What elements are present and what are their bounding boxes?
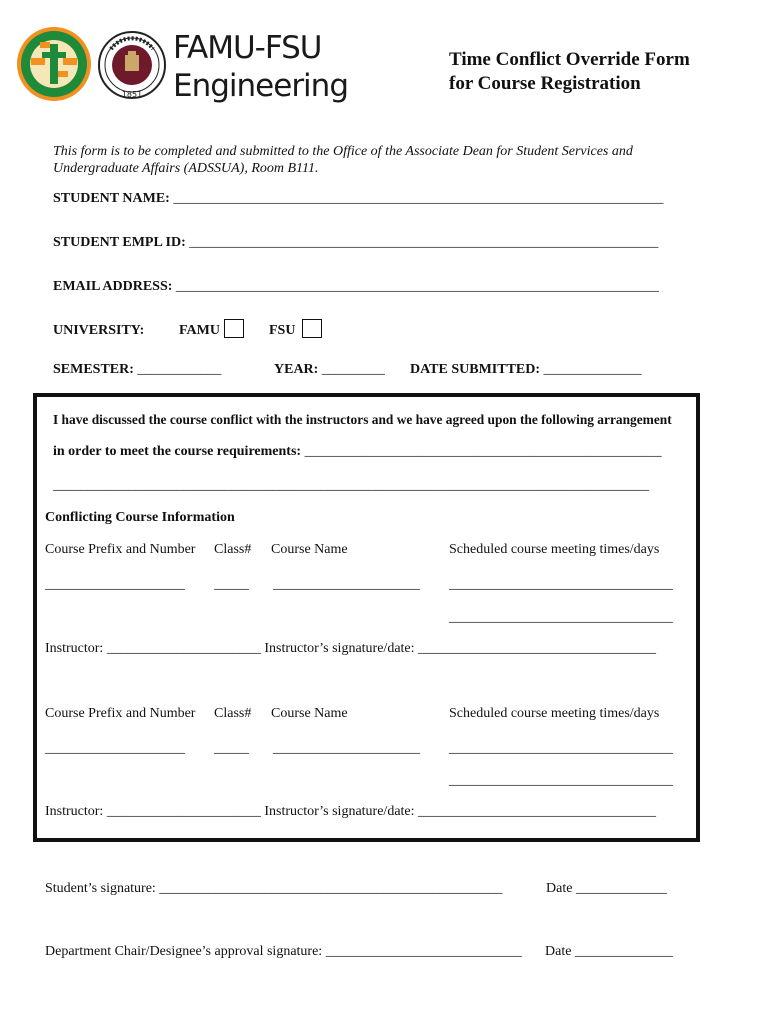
chair-signature-label: Department Chair/Designee’s approval signature: [45, 944, 323, 959]
fsu-seal-year: 1851 [121, 90, 143, 99]
instructor1-sig-label: Instructor’s signature/date: [264, 641, 415, 656]
student-name-field[interactable]: ______________________________________________________________________ [173, 191, 664, 206]
instructor2-row [45, 804, 656, 820]
student-date-field[interactable]: _____________ [575, 881, 667, 896]
date-submitted-row [410, 362, 642, 378]
student-name-label: STUDENT NAME: [53, 191, 170, 206]
conflicting-heading: Conflicting Course Information [45, 510, 235, 525]
form-title-line1: Time Conflict Override Form [449, 49, 690, 70]
email-label: EMAIL ADDRESS: [53, 279, 173, 294]
student-empl-id-field[interactable]: ___________________________________________________________________ [189, 235, 659, 250]
year-row [274, 362, 385, 378]
brand-line1: FAMU-FSU [173, 30, 322, 66]
col-times-header: Scheduled course meeting times/days [449, 542, 660, 557]
course2-prefix-field[interactable]: ____________________ [45, 741, 185, 756]
year-field[interactable]: _________ [321, 362, 385, 377]
email-field[interactable]: _____________________________________________________________________ [175, 279, 659, 294]
intro-line2: Undergraduate Affairs (ADSSUA), Room B111. [53, 161, 319, 176]
instructor2-field[interactable]: ______________________ [106, 804, 261, 819]
student-date-row [546, 881, 667, 897]
year-label: YEAR: [274, 362, 319, 377]
col-times-header-2: Scheduled course meeting times/days [449, 706, 660, 721]
instructor2-sig-label: Instructor’s signature/date: [264, 804, 415, 819]
chair-date-field[interactable]: ______________ [574, 944, 673, 959]
course1-times-field[interactable]: ________________________________ [449, 577, 673, 592]
col-class-header-2: Class# [214, 706, 252, 721]
university-label: UNIVERSITY: [53, 323, 145, 338]
date-submitted-label: DATE SUBMITTED: [410, 362, 541, 377]
instructor2-sig-field[interactable]: __________________________________ [418, 804, 657, 819]
agreement-line2-field[interactable]: ___________________________________________________ [304, 444, 662, 459]
course1-prefix-field[interactable]: ____________________ [45, 577, 185, 592]
course2-times-field[interactable]: ________________________________ [449, 741, 673, 756]
course1-name-field[interactable]: _____________________ [273, 577, 420, 592]
instructor2-label: Instructor: [45, 804, 104, 819]
course2-times-field-2[interactable]: ________________________________ [449, 773, 673, 788]
course2-class-field[interactable]: _____ [214, 741, 249, 756]
course2-name-field[interactable]: _____________________ [273, 741, 420, 756]
student-signature-field[interactable]: _________________________________________________ [159, 881, 503, 896]
chair-signature-row [45, 944, 522, 960]
instructor1-field[interactable]: ______________________ [106, 641, 261, 656]
instructor1-row [45, 641, 656, 657]
famu-option-label: FAMU [179, 323, 220, 338]
instructor1-sig-field[interactable]: __________________________________ [418, 641, 657, 656]
student-signature-label: Student’s signature: [45, 881, 156, 896]
semester-row [53, 362, 221, 378]
agreement-line3-field[interactable]: _______________________________________________________________________________________ [53, 478, 649, 493]
student-name-row [53, 191, 663, 207]
semester-field[interactable]: ____________ [137, 362, 222, 377]
col-prefix-header: Course Prefix and Number [45, 542, 196, 557]
intro-line1: This form is to be completed and submitted to the Office of the Associate Dean for Student Services and [53, 144, 633, 159]
agreement-line2-label: in order to meet the course requirements: [53, 444, 302, 459]
chair-date-label: Date [545, 944, 572, 959]
instructor1-label: Instructor: [45, 641, 104, 656]
famu-checkbox[interactable] [224, 319, 244, 338]
brand-line2: Engineering [173, 68, 348, 104]
student-date-label: Date [546, 881, 573, 896]
col-name-header-2: Course Name [271, 706, 348, 721]
student-signature-row [45, 881, 502, 897]
semester-label: SEMESTER: [53, 362, 134, 377]
fsu-checkbox[interactable] [302, 319, 322, 338]
fsu-seal-logo [97, 27, 167, 103]
student-empl-id-row [53, 235, 658, 251]
agreement-line1: I have discussed the course conflict with the instructors and we have agreed upon the following arrangement [53, 412, 672, 427]
fsu-option-label: FSU [269, 323, 296, 338]
date-submitted-field[interactable]: ______________ [543, 362, 642, 377]
col-class-header: Class# [214, 542, 252, 557]
email-row [53, 279, 659, 295]
form-title-line2: for Course Registration [449, 73, 641, 94]
chair-date-row [545, 944, 673, 960]
col-name-header: Course Name [271, 542, 348, 557]
chair-signature-field[interactable]: ____________________________ [325, 944, 522, 959]
course1-times-field-2[interactable]: ________________________________ [449, 610, 673, 625]
course1-class-field[interactable]: _____ [214, 577, 249, 592]
student-empl-id-label: STUDENT EMPL ID: [53, 235, 186, 250]
agreement-line2 [53, 444, 662, 460]
col-prefix-header-2: Course Prefix and Number [45, 706, 196, 721]
famu-seal-logo [14, 26, 94, 102]
